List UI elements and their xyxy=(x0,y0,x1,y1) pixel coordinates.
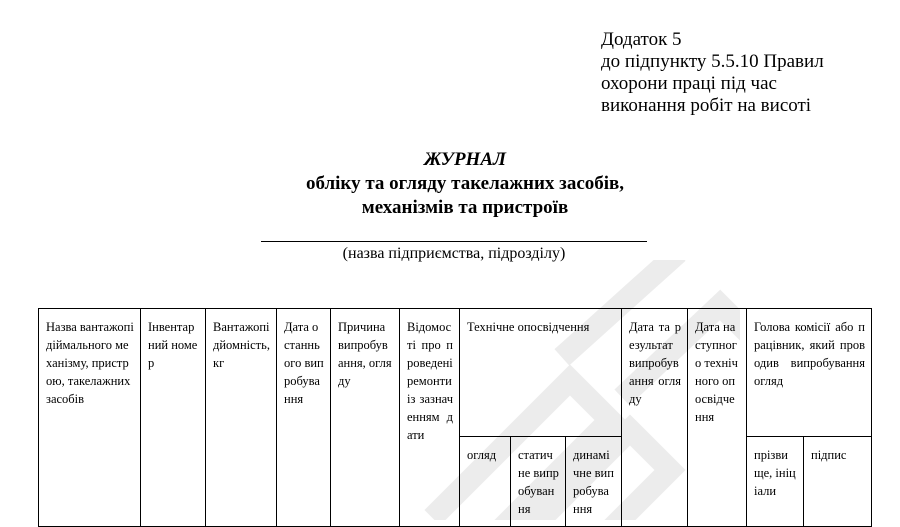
header-date-result: Дата та результат випробування огляду xyxy=(622,309,688,527)
appendix-line: виконання робіт на висоті xyxy=(601,95,812,116)
header-mechanism-name: Назва вантажопідіймального механізму, пристрою, такелажних засобів xyxy=(39,309,141,527)
appendix-note xyxy=(601,29,824,117)
organization-caption: (назва підприємства, підрозділу) xyxy=(342,245,566,262)
header-next-inspection-date: Дата наступного технічного опосвідчення xyxy=(688,309,747,527)
subheader-signature: підпис xyxy=(804,437,872,527)
header-inventory-number: Інвентарний номер xyxy=(141,309,206,527)
header-repairs: Відомості про проведені ремонти із зазначенням дати xyxy=(400,309,460,527)
appendix-line: до підпункту 5.5.10 Правил xyxy=(601,51,824,72)
subheader-inspection: огляд xyxy=(460,437,511,527)
title-main: ЖУРНАЛ xyxy=(423,149,507,170)
subheader-dynamic-test: динамічне випробування xyxy=(566,437,622,527)
journal-table xyxy=(38,308,872,527)
document-title xyxy=(0,148,900,220)
header-technical-inspection: Технічне опосвідчення xyxy=(460,309,622,437)
header-commission-chairman: Голова комісії або працівник, який проводив випробування огляд xyxy=(747,309,872,437)
header-test-reason: Причина випробування, огляду xyxy=(331,309,400,527)
header-load-capacity: Вантажопідйомність, кг xyxy=(206,309,277,527)
subheader-static-test: статичне випробування xyxy=(511,437,566,527)
subheader-name-initials: прізвище, ініціали xyxy=(747,437,804,527)
appendix-line: Додаток 5 xyxy=(601,29,682,50)
appendix-line: охорони праці під час xyxy=(601,73,777,94)
title-line: механізмів та пристроїв xyxy=(361,197,569,218)
title-line: обліку та огляду такелажних засобів, xyxy=(305,173,625,194)
header-last-test-date: Дата останнього випробування xyxy=(277,309,331,527)
organization-blank-line xyxy=(261,241,647,242)
